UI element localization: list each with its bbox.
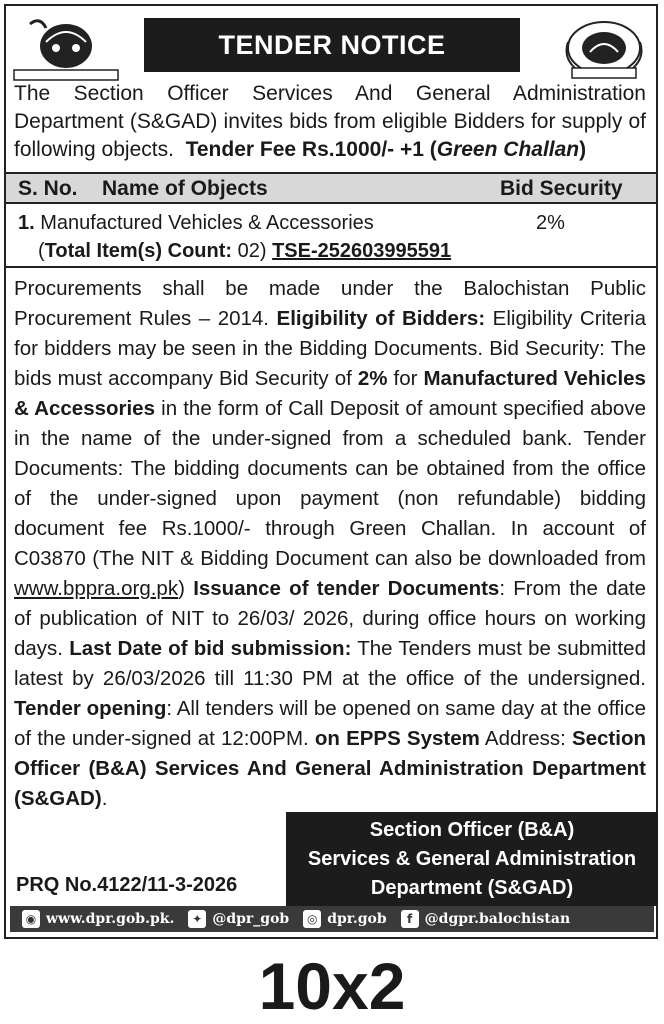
row-object-name: Manufactured Vehicles & Accessories (40, 212, 374, 234)
issuance-label: Issuance of tender Documents (193, 577, 500, 600)
last-date-label: Last Date of bid submission: (69, 637, 352, 660)
row-count-line (38, 240, 451, 263)
green-challan: Green Challan (436, 138, 580, 161)
address-value: Section Officer (B&A) Services And General Administration Department (S&GAD) (14, 727, 646, 810)
intro-paragraph (14, 80, 646, 164)
epps-system: on EPPS System (314, 727, 480, 750)
facebook-text: @dgpr.balochistan (424, 911, 571, 927)
bppra-link[interactable]: www.bppra.org.pk (14, 577, 179, 600)
address-end: . (101, 787, 108, 810)
page-title: TENDER NOTICE (144, 18, 520, 72)
social-website[interactable] (22, 910, 174, 928)
balochistan-emblem-left (10, 12, 122, 82)
row-bid-security: 2% (536, 212, 565, 234)
count-open: ( (38, 240, 45, 262)
website-text: www.dpr.gob.pk. (46, 911, 175, 927)
col-bid-security: Bid Security (500, 177, 623, 200)
body-close-paren: ) (178, 577, 185, 600)
table-row (6, 206, 656, 268)
tender-body (14, 274, 646, 814)
address-label: Address: (484, 727, 566, 750)
objects-table-header (6, 172, 656, 204)
fee-close: ) (579, 138, 587, 161)
count-label: Total Item(s) Count: (44, 240, 233, 262)
body-eligibility: Eligibility Criteria for bidders may be seen in the Bidding Documents. Bid Security: The bids must accompany Bid Security of (14, 307, 646, 390)
signature-line-2: Services & General Administration (307, 848, 637, 870)
col-sno: S. No. (18, 177, 78, 200)
opening-label: Tender opening (14, 697, 167, 720)
twitter-text: @dpr_gob (212, 911, 290, 927)
facebook-icon: f (401, 910, 419, 928)
social-instagram[interactable] (303, 910, 386, 928)
body-procurement: Procurements shall be made under the Balochistan Public Procurement Rules – 2014. (14, 277, 646, 330)
count-value: 02) (237, 240, 267, 262)
social-bar (10, 906, 654, 932)
signature-line-3: Department (S&GAD) (370, 877, 574, 899)
row-object-line (18, 212, 374, 235)
body-issuance: : From the date of publication of NIT to 26/03/ 2026, during office hours on working days. (14, 577, 647, 660)
tse-number: TSE-252603995591 (272, 240, 452, 262)
body-last-date: The Tenders must be submitted latest by 26/03/2026 till 11:30 PM at the office of the undersigned. (14, 637, 646, 690)
body-for: for (393, 367, 418, 390)
signature-line-1: Section Officer (B&A) (369, 819, 575, 841)
instagram-icon: ◎ (303, 910, 321, 928)
row-number: 1. (18, 212, 35, 234)
bid-security-pct: 2% (357, 367, 388, 390)
prq-number: PRQ No.4122/11-3-2026 (16, 874, 238, 896)
instagram-text: dpr.gob (327, 911, 387, 927)
intro-text: The Section Officer Services And General Administration Department (S&GAD) invites bids from eligible Bidders for supply of following objects. (14, 82, 646, 161)
body-documents: in the form of Call Deposit of amount specified above in the name of the under-signed from a scheduled bank. Tender Documents: The bidding documents can be obtained from the office of the under-signed upon payment (non refundable) bidding document fee Rs.1000/- through Green Challan. In account of C03870 (The NIT & Bidding Document can also be downloaded from (14, 397, 646, 570)
ad-size: 10x2 (258, 949, 406, 1023)
col-objects: Name of Objects (102, 177, 268, 200)
tender-fee-label: Tender Fee Rs.1000/- +1 ( (185, 138, 437, 161)
eligibility-label: Eligibility of Bidders: (276, 307, 486, 330)
body-opening: : All tenders will be opened on same day at the office of the under-signed at 12:00PM. (14, 697, 646, 750)
globe-icon: ◉ (22, 910, 40, 928)
twitter-icon: ✦ (188, 910, 206, 928)
social-twitter[interactable] (188, 910, 289, 928)
signature-block (286, 812, 658, 906)
government-balochistan-logo (556, 12, 652, 82)
body-object: Manufactured Vehicles & Accessories (14, 367, 646, 420)
social-facebook[interactable] (401, 910, 570, 928)
